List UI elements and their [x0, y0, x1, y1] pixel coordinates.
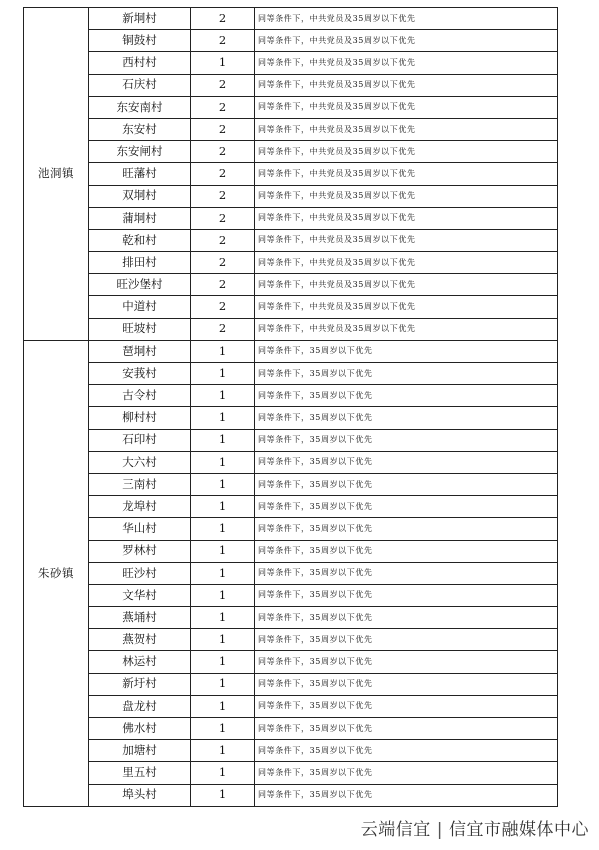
count-cell: 2 [191, 274, 255, 296]
note-cell: 同等条件下，35周岁以下优先 [255, 363, 558, 385]
table-row [24, 740, 558, 762]
count-cell: 2 [191, 96, 255, 118]
note-cell: 同等条件下，中共党员及35周岁以下优先 [255, 274, 558, 296]
table-row [24, 252, 558, 274]
village-cell: 双垌村 [89, 185, 191, 207]
note-cell: 同等条件下，35周岁以下优先 [255, 584, 558, 606]
note-cell: 同等条件下，中共党员及35周岁以下优先 [255, 252, 558, 274]
note-cell: 同等条件下，中共党员及35周岁以下优先 [255, 30, 558, 52]
village-cell: 东安南村 [89, 96, 191, 118]
village-cell: 燕贺村 [89, 629, 191, 651]
village-cell: 乾和村 [89, 229, 191, 251]
footer-source-left: 云端信宜 [360, 820, 431, 840]
note-cell: 同等条件下，35周岁以下优先 [255, 540, 558, 562]
note-cell: 同等条件下，35周岁以下优先 [255, 473, 558, 495]
table-row [24, 518, 558, 540]
count-cell: 1 [191, 496, 255, 518]
village-cell: 中道村 [89, 296, 191, 318]
note-cell: 同等条件下，中共党员及35周岁以下优先 [255, 207, 558, 229]
table-row [24, 30, 558, 52]
table-row [24, 229, 558, 251]
table-row [24, 74, 558, 96]
village-cell: 安莪村 [89, 363, 191, 385]
note-cell: 同等条件下，35周岁以下优先 [255, 629, 558, 651]
count-cell: 2 [191, 141, 255, 163]
count-cell: 1 [191, 673, 255, 695]
count-cell: 2 [191, 318, 255, 340]
table-row [24, 695, 558, 717]
footer-separator: | [436, 820, 443, 840]
note-cell: 同等条件下，中共党员及35周岁以下优先 [255, 163, 558, 185]
note-cell: 同等条件下，35周岁以下优先 [255, 518, 558, 540]
table-row [24, 651, 558, 673]
table-row [24, 340, 558, 362]
note-cell: 同等条件下，35周岁以下优先 [255, 607, 558, 629]
count-cell: 1 [191, 451, 255, 473]
table-row [24, 163, 558, 185]
table-row [24, 784, 558, 806]
table-row [24, 673, 558, 695]
count-cell: 2 [191, 296, 255, 318]
village-cell: 排田村 [89, 252, 191, 274]
village-cell: 琶垌村 [89, 340, 191, 362]
table-row [24, 296, 558, 318]
table-row [24, 562, 558, 584]
note-cell: 同等条件下，35周岁以下优先 [255, 740, 558, 762]
table-row [24, 96, 558, 118]
note-cell: 同等条件下，35周岁以下优先 [255, 695, 558, 717]
village-cell: 新垌村 [89, 8, 191, 30]
note-cell: 同等条件下，中共党员及35周岁以下优先 [255, 74, 558, 96]
village-cell: 罗林村 [89, 540, 191, 562]
village-cell: 加塘村 [89, 740, 191, 762]
village-cell: 华山村 [89, 518, 191, 540]
note-cell: 同等条件下，35周岁以下优先 [255, 784, 558, 806]
note-cell: 同等条件下，35周岁以下优先 [255, 673, 558, 695]
count-cell: 1 [191, 407, 255, 429]
village-cell: 东安闸村 [89, 141, 191, 163]
village-cell: 蒲垌村 [89, 207, 191, 229]
note-cell: 同等条件下，35周岁以下优先 [255, 385, 558, 407]
count-cell: 1 [191, 340, 255, 362]
count-cell: 1 [191, 518, 255, 540]
count-cell: 1 [191, 540, 255, 562]
count-cell: 1 [191, 607, 255, 629]
village-cell: 西村村 [89, 52, 191, 74]
village-cell: 三南村 [89, 473, 191, 495]
count-cell: 1 [191, 695, 255, 717]
table-row [24, 185, 558, 207]
table-row [24, 52, 558, 74]
count-cell: 1 [191, 740, 255, 762]
table-row [24, 718, 558, 740]
village-cell: 文华村 [89, 584, 191, 606]
village-cell: 铜鼓村 [89, 30, 191, 52]
count-cell: 1 [191, 718, 255, 740]
count-cell: 2 [191, 229, 255, 251]
quota-table [23, 7, 558, 807]
village-cell: 旺沙堡村 [89, 274, 191, 296]
note-cell: 同等条件下，中共党员及35周岁以下优先 [255, 318, 558, 340]
village-cell: 柳村村 [89, 407, 191, 429]
note-cell: 同等条件下，35周岁以下优先 [255, 762, 558, 784]
count-cell: 2 [191, 118, 255, 140]
table-row [24, 762, 558, 784]
table-row [24, 8, 558, 30]
note-cell: 同等条件下，35周岁以下优先 [255, 340, 558, 362]
count-cell: 1 [191, 473, 255, 495]
table-row [24, 274, 558, 296]
count-cell: 2 [191, 185, 255, 207]
count-cell: 1 [191, 651, 255, 673]
village-cell: 燕埇村 [89, 607, 191, 629]
village-cell: 林运村 [89, 651, 191, 673]
town-cell: 池洞镇 [24, 8, 89, 341]
table-row [24, 407, 558, 429]
count-cell: 1 [191, 762, 255, 784]
table-row [24, 451, 558, 473]
note-cell: 同等条件下，35周岁以下优先 [255, 496, 558, 518]
village-cell: 里五村 [89, 762, 191, 784]
village-cell: 龙埠村 [89, 496, 191, 518]
table-row [24, 141, 558, 163]
table-row [24, 607, 558, 629]
village-cell: 佛水村 [89, 718, 191, 740]
village-cell: 旺藩村 [89, 163, 191, 185]
note-cell: 同等条件下，中共党员及35周岁以下优先 [255, 118, 558, 140]
table-row [24, 473, 558, 495]
table-row [24, 584, 558, 606]
table-row [24, 363, 558, 385]
table-row [24, 540, 558, 562]
note-cell: 同等条件下，中共党员及35周岁以下优先 [255, 185, 558, 207]
count-cell: 1 [191, 363, 255, 385]
village-cell: 大六村 [89, 451, 191, 473]
quota-table-body [24, 8, 558, 807]
note-cell: 同等条件下，中共党员及35周岁以下优先 [255, 296, 558, 318]
village-cell: 古令村 [89, 385, 191, 407]
note-cell: 同等条件下，35周岁以下优先 [255, 407, 558, 429]
note-cell: 同等条件下，35周岁以下优先 [255, 718, 558, 740]
table-row [24, 429, 558, 451]
count-cell: 2 [191, 163, 255, 185]
count-cell: 1 [191, 385, 255, 407]
note-cell: 同等条件下，35周岁以下优先 [255, 651, 558, 673]
village-cell: 石印村 [89, 429, 191, 451]
count-cell: 2 [191, 74, 255, 96]
note-cell: 同等条件下，中共党员及35周岁以下优先 [255, 96, 558, 118]
village-cell: 新圩村 [89, 673, 191, 695]
village-cell: 盘龙村 [89, 695, 191, 717]
table-row [24, 496, 558, 518]
village-cell: 旺坡村 [89, 318, 191, 340]
footer-source-right: 信宜市融媒体中心 [449, 820, 589, 840]
table-row [24, 207, 558, 229]
table-row [24, 118, 558, 140]
note-cell: 同等条件下，35周岁以下优先 [255, 562, 558, 584]
count-cell: 2 [191, 30, 255, 52]
town-cell: 朱砂镇 [24, 340, 89, 806]
note-cell: 同等条件下，中共党员及35周岁以下优先 [255, 141, 558, 163]
count-cell: 1 [191, 52, 255, 74]
count-cell: 2 [191, 8, 255, 30]
table-row [24, 385, 558, 407]
note-cell: 同等条件下，中共党员及35周岁以下优先 [255, 52, 558, 74]
count-cell: 1 [191, 629, 255, 651]
count-cell: 1 [191, 584, 255, 606]
village-cell: 埠头村 [89, 784, 191, 806]
village-cell: 石庆村 [89, 74, 191, 96]
count-cell: 2 [191, 207, 255, 229]
note-cell: 同等条件下，35周岁以下优先 [255, 429, 558, 451]
table-row [24, 629, 558, 651]
note-cell: 同等条件下，中共党员及35周岁以下优先 [255, 229, 558, 251]
village-cell: 东安村 [89, 118, 191, 140]
table-row [24, 318, 558, 340]
count-cell: 1 [191, 784, 255, 806]
village-cell: 旺沙村 [89, 562, 191, 584]
note-cell: 同等条件下，35周岁以下优先 [255, 451, 558, 473]
count-cell: 1 [191, 429, 255, 451]
count-cell: 1 [191, 562, 255, 584]
count-cell: 2 [191, 252, 255, 274]
note-cell: 同等条件下，中共党员及35周岁以下优先 [255, 8, 558, 30]
watermark-footer [361, 815, 589, 840]
